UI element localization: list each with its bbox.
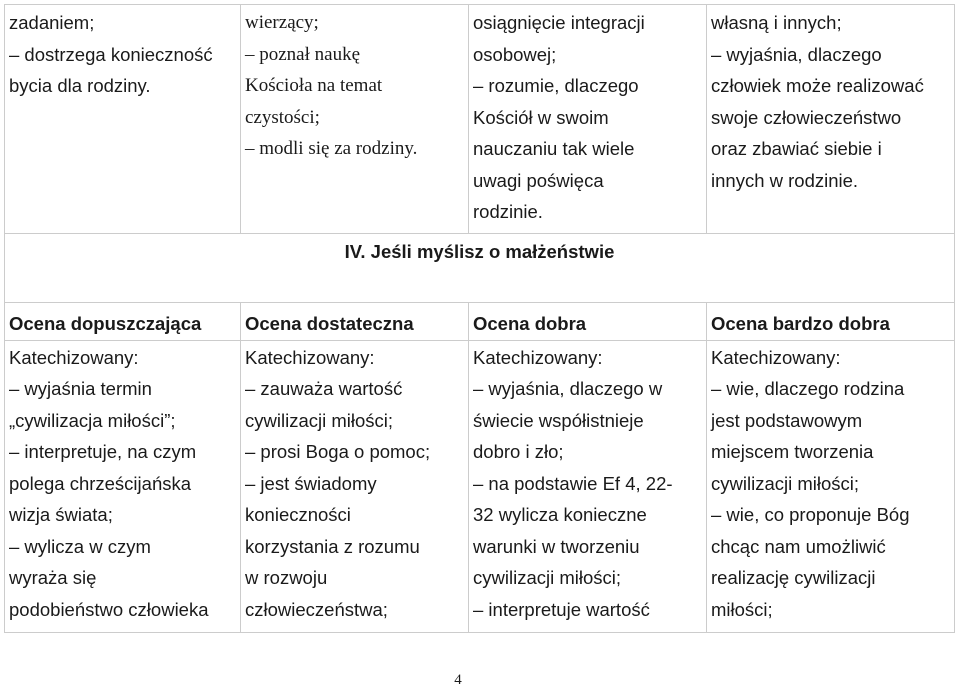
cell-line: oraz zbawiać siebie i <box>711 138 882 159</box>
cell-line: – poznał naukę <box>245 43 361 65</box>
cell-line: – rozumie, dlaczego <box>473 75 639 96</box>
cell-line: dobro i zło; <box>473 441 564 462</box>
header-cell: Ocena dostateczna <box>241 303 469 341</box>
cell-line: Kościół w swoim <box>473 106 609 128</box>
cell-line: – wyjaśnia, dlaczego <box>711 43 882 65</box>
cell-line: – prosi Boga o pomoc; <box>245 441 431 462</box>
cell-line: innych w rodzinie. <box>711 169 859 191</box>
cell-line: zadaniem; <box>9 12 95 33</box>
cell-line: rodzinie. <box>473 201 543 222</box>
cell-line: realizację cywilizacji <box>711 567 876 588</box>
cell-line: miłości; <box>711 598 773 620</box>
cell-line: warunki w tworzeniu <box>473 535 640 557</box>
cell-line: jest podstawowym <box>711 409 863 431</box>
cell-line: cywilizacji miłości; <box>711 472 860 494</box>
cell-line: – na podstawie Ef 4, 22- <box>473 472 673 494</box>
cell-line: bycia dla rodziny. <box>9 75 151 96</box>
cell-line: swoje człowieczeństwo <box>711 106 902 128</box>
cell-line: człowiek może realizować <box>711 75 924 96</box>
cell-line: – wyjaśnia termin <box>9 378 152 399</box>
table-cell <box>469 340 707 632</box>
cell-line: Katechizowany: <box>711 346 841 368</box>
cell-line: – dostrzega konieczność <box>9 43 213 65</box>
cell-line: cywilizacji miłości; <box>473 567 622 588</box>
cell-line: cywilizacji miłości; <box>245 409 394 431</box>
table-row <box>5 340 955 632</box>
cell-line: uwagi poświęca <box>473 169 604 191</box>
table-cell <box>707 340 955 632</box>
table-cell <box>707 5 955 234</box>
header-cell: Ocena dobra <box>469 303 707 341</box>
cell-line: wizja świata; <box>9 504 113 525</box>
cell-line: człowieczeństwa; <box>245 598 388 620</box>
cell-line: – interpretuje, na czym <box>9 441 197 462</box>
cell-line: korzystania z rozumu <box>245 535 420 557</box>
header-cell: Ocena dopuszczająca <box>5 303 241 341</box>
cell-line: osiągnięcie integracji <box>473 12 645 33</box>
cell-line: – wylicza w czym <box>9 535 151 557</box>
cell-line: Katechizowany: <box>473 346 603 368</box>
table-cell <box>241 340 469 632</box>
header-row <box>5 303 955 341</box>
table-cell <box>469 5 707 234</box>
cell-line: – jest świadomy <box>245 472 377 494</box>
cell-line: Katechizowany: <box>9 346 139 368</box>
cell-line: – zauważa wartość <box>245 378 403 399</box>
table-cell <box>5 340 241 632</box>
cell-line: – wie, co proponuje Bóg <box>711 504 910 525</box>
cell-line: miejscem tworzenia <box>711 441 874 462</box>
page-number: 4 <box>454 672 462 688</box>
cell-line: własną i innych; <box>711 12 842 33</box>
cell-line: chcąc nam umożliwić <box>711 535 886 557</box>
cell-line: konieczności <box>245 504 351 525</box>
cell-line: – wie, dlaczego rodzina <box>711 378 905 399</box>
cell-line: świecie współistnieje <box>473 409 644 431</box>
curriculum-table <box>4 4 955 633</box>
section-title: IV. Jeśli myślisz o małżeństwie <box>5 234 955 303</box>
cell-line: Katechizowany: <box>245 346 375 368</box>
cell-line: – wyjaśnia, dlaczego w <box>473 378 663 399</box>
header-cell: Ocena bardzo dobra <box>707 303 955 341</box>
cell-line: nauczaniu tak wiele <box>473 138 635 159</box>
cell-line: w rozwoju <box>245 567 328 588</box>
cell-line: – interpretuje wartość <box>473 598 650 620</box>
cell-line: podobieństwo człowieka <box>9 598 209 620</box>
cell-line: „cywilizacja miłości”; <box>9 409 176 431</box>
cell-line: – modli się za rodziny. <box>245 138 418 159</box>
table-row-continued <box>5 5 955 234</box>
cell-line: Kościoła na temat <box>245 75 383 96</box>
table-cell <box>5 5 241 234</box>
cell-line: 32 wylicza konieczne <box>473 504 647 525</box>
section-row <box>5 234 955 303</box>
table-cell <box>241 5 469 234</box>
cell-line: osobowej; <box>473 43 557 65</box>
cell-line: czystości; <box>245 106 320 128</box>
cell-line: polega chrześcijańska <box>9 472 192 494</box>
cell-line: wierzący; <box>245 12 319 33</box>
cell-line: wyraża się <box>9 567 97 588</box>
